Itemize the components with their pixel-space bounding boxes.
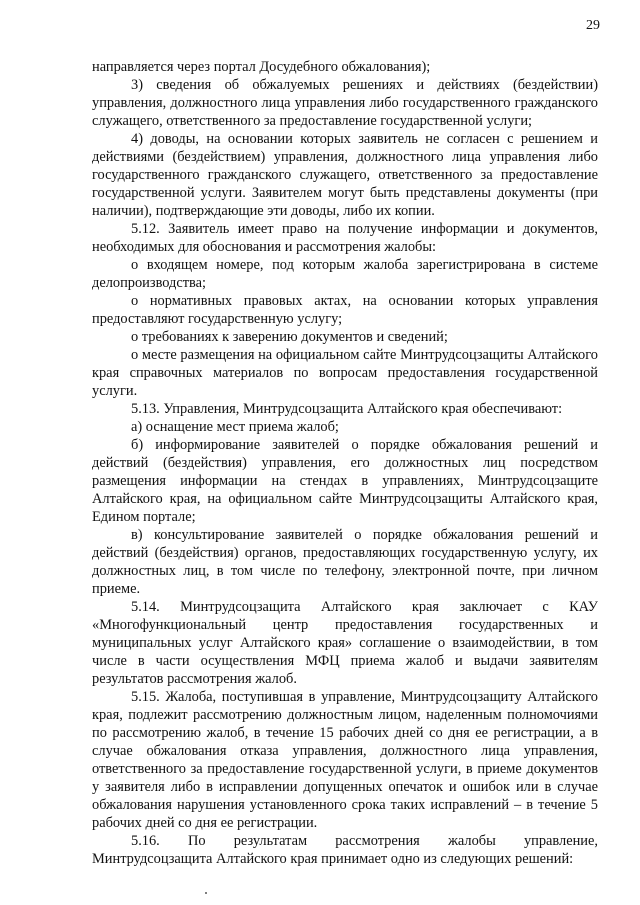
scan-speck [205,892,207,894]
paragraph: 5.15. Жалоба, поступившая в управление, Минтрудсоцзащиту Алтайского края, подлежит рассмотрению должностным лицом, наделенным полномочиями по рассмотрению жалоб, в течение 15 рабочих дней со дня ее регистрации, а в случае обжалования отказа управления, должностного лица управления, ответственного за предоставление государственной услуги, в приеме документов у заявителя либо в исправлении допущенных опечаток и ошибок или в случае обжалования нарушения установленного срока таких исправлений – в течение 5 рабочих дней со дня ее регистрации. [92,689,598,831]
document-body [92,58,598,868]
paragraph: б) информирование заявителей о порядке обжалования решений и действий (бездействия) управления, его должностных лиц посредством размещения информации на стендах в управлениях, Минтрудсоцзащите Алтайского края, на официальном сайте Минтрудсоцзащиты Алтайского края, Едином портале; [92,437,598,525]
paragraph: 3) сведения об обжалуемых решениях и действиях (бездействии) управления, должностного лица управления либо государственного гражданского служащего, ответственного за предоставление государственной услуги; [92,77,598,129]
page-number: 29 [586,18,600,33]
paragraph: 4) доводы, на основании которых заявитель не согласен с решением и действиями (бездействием) управления, должностного лица управления либо государственного гражданского служащего, ответственного за предоставление государственной услуги. Заявителем могут быть представлены документы (при наличии), подтверждающие эти доводы, либо их копии. [92,131,598,219]
paragraph: 5.13. Управления, Минтрудсоцзащита Алтайского края обеспечивают: [131,401,563,417]
paragraph: в) консультирование заявителей о порядке обжалования решений и действий (бездействия) органов, предоставляющих государственную услугу, их должностных лиц, в том числе по телефону, электронной почте, при личном приеме. [92,527,598,597]
paragraph: 5.16. По результатам рассмотрения жалобы управление, Минтрудсоцзащита Алтайского края принимает одно из следующих решений: [92,833,598,867]
paragraph: направляется через портал Досудебного обжалования); [92,59,431,75]
paragraph: о входящем номере, под которым жалоба зарегистрирована в системе делопроизводства; [92,257,598,291]
paragraph: о месте размещения на официальном сайте Минтрудсоцзащиты Алтайского края справочных материалов по вопросам предоставления государственной услуги. [92,347,598,399]
paragraph: 5.14. Минтрудсоцзащита Алтайского края заключает с КАУ «Многофункциональный центр предоставления государственных и муниципальных услуг Алтайского края» соглашение о взаимодействии, в том числе в части осуществления МФЦ приема жалоб и выдачи заявителям результатов рассмотрения жалоб. [92,599,598,687]
paragraph: а) оснащение мест приема жалоб; [131,419,339,435]
paragraph: о нормативных правовых актах, на основании которых управления предоставляют государственную услугу; [92,293,598,327]
paragraph: 5.12. Заявитель имеет право на получение информации и документов, необходимых для обоснования и рассмотрения жалобы: [92,221,598,255]
paragraph: о требованиях к заверению документов и сведений; [131,329,448,345]
